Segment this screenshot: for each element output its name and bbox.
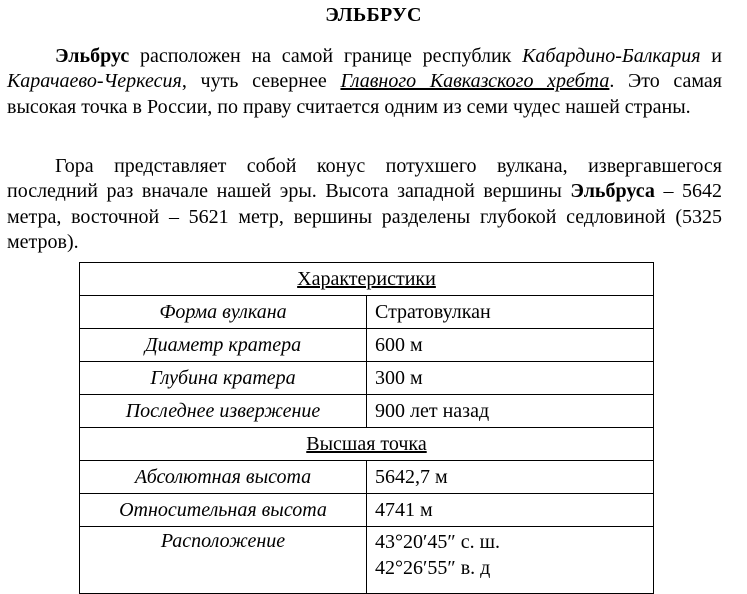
row-value: 900 лет назад [367, 395, 654, 428]
row-label: Последнее извержение [80, 395, 367, 428]
table-row [80, 296, 654, 329]
text: , чуть севернее [181, 70, 341, 93]
text: Гора представляет собой конус потухшего вулкана, извергавшегося последний раз вначале нашей эры. Высота западной вершины [7, 155, 722, 203]
table-row [80, 362, 654, 395]
row-label: Расположение [80, 527, 367, 594]
text: . Это самая высокая точка в России, по праву считается одним из семи чудес нашей страны. [7, 70, 723, 118]
description-paragraph [7, 154, 722, 255]
table-row [80, 527, 654, 594]
row-label: Относительная высота [80, 494, 367, 527]
row-value: 600 м [367, 329, 654, 362]
elbrus-name: Эльбруса [570, 180, 655, 203]
latitude: 43°20′45″ с. ш. [375, 531, 500, 553]
row-value: Стратовулкан [367, 296, 654, 329]
row-value: 4741 м [367, 494, 654, 527]
text: расположен на самой границе республик [129, 45, 523, 67]
row-value: 300 м [367, 362, 654, 395]
intro-paragraph [7, 44, 722, 120]
row-label: Глубина кратера [80, 362, 367, 395]
characteristics-header: Характеристики [80, 263, 654, 296]
highest-point-header: Высшая точка [80, 428, 654, 461]
republic-1: Кабардино-Балкария [522, 45, 701, 67]
row-label: Абсолютная высота [80, 461, 367, 494]
elbrus-name: Эльбрус [55, 45, 130, 67]
caucasus-range-link[interactable]: Главного Кавказского хребта [340, 70, 610, 93]
row-label: Форма вулкана [80, 296, 367, 329]
table-row [80, 395, 654, 428]
row-label: Диаметр кратера [80, 329, 367, 362]
page-title: ЭЛЬБРУС [325, 4, 422, 26]
characteristics-table [79, 262, 654, 594]
text: и [700, 45, 722, 67]
republic-2: Карачаево-Черкесия [7, 70, 182, 93]
table-row [80, 461, 654, 494]
table-row [80, 329, 654, 362]
table-row [80, 494, 654, 527]
row-value: 5642,7 м [367, 461, 654, 494]
longitude: 42°26′55″ в. д [375, 557, 491, 579]
table-section-header [80, 263, 654, 296]
text: – 5642 метра, восточной – 5621 метр, вершины разделены глубокой седловиной (5325 метров). [7, 180, 723, 253]
table-section-header [80, 428, 654, 461]
location-value [367, 527, 654, 594]
